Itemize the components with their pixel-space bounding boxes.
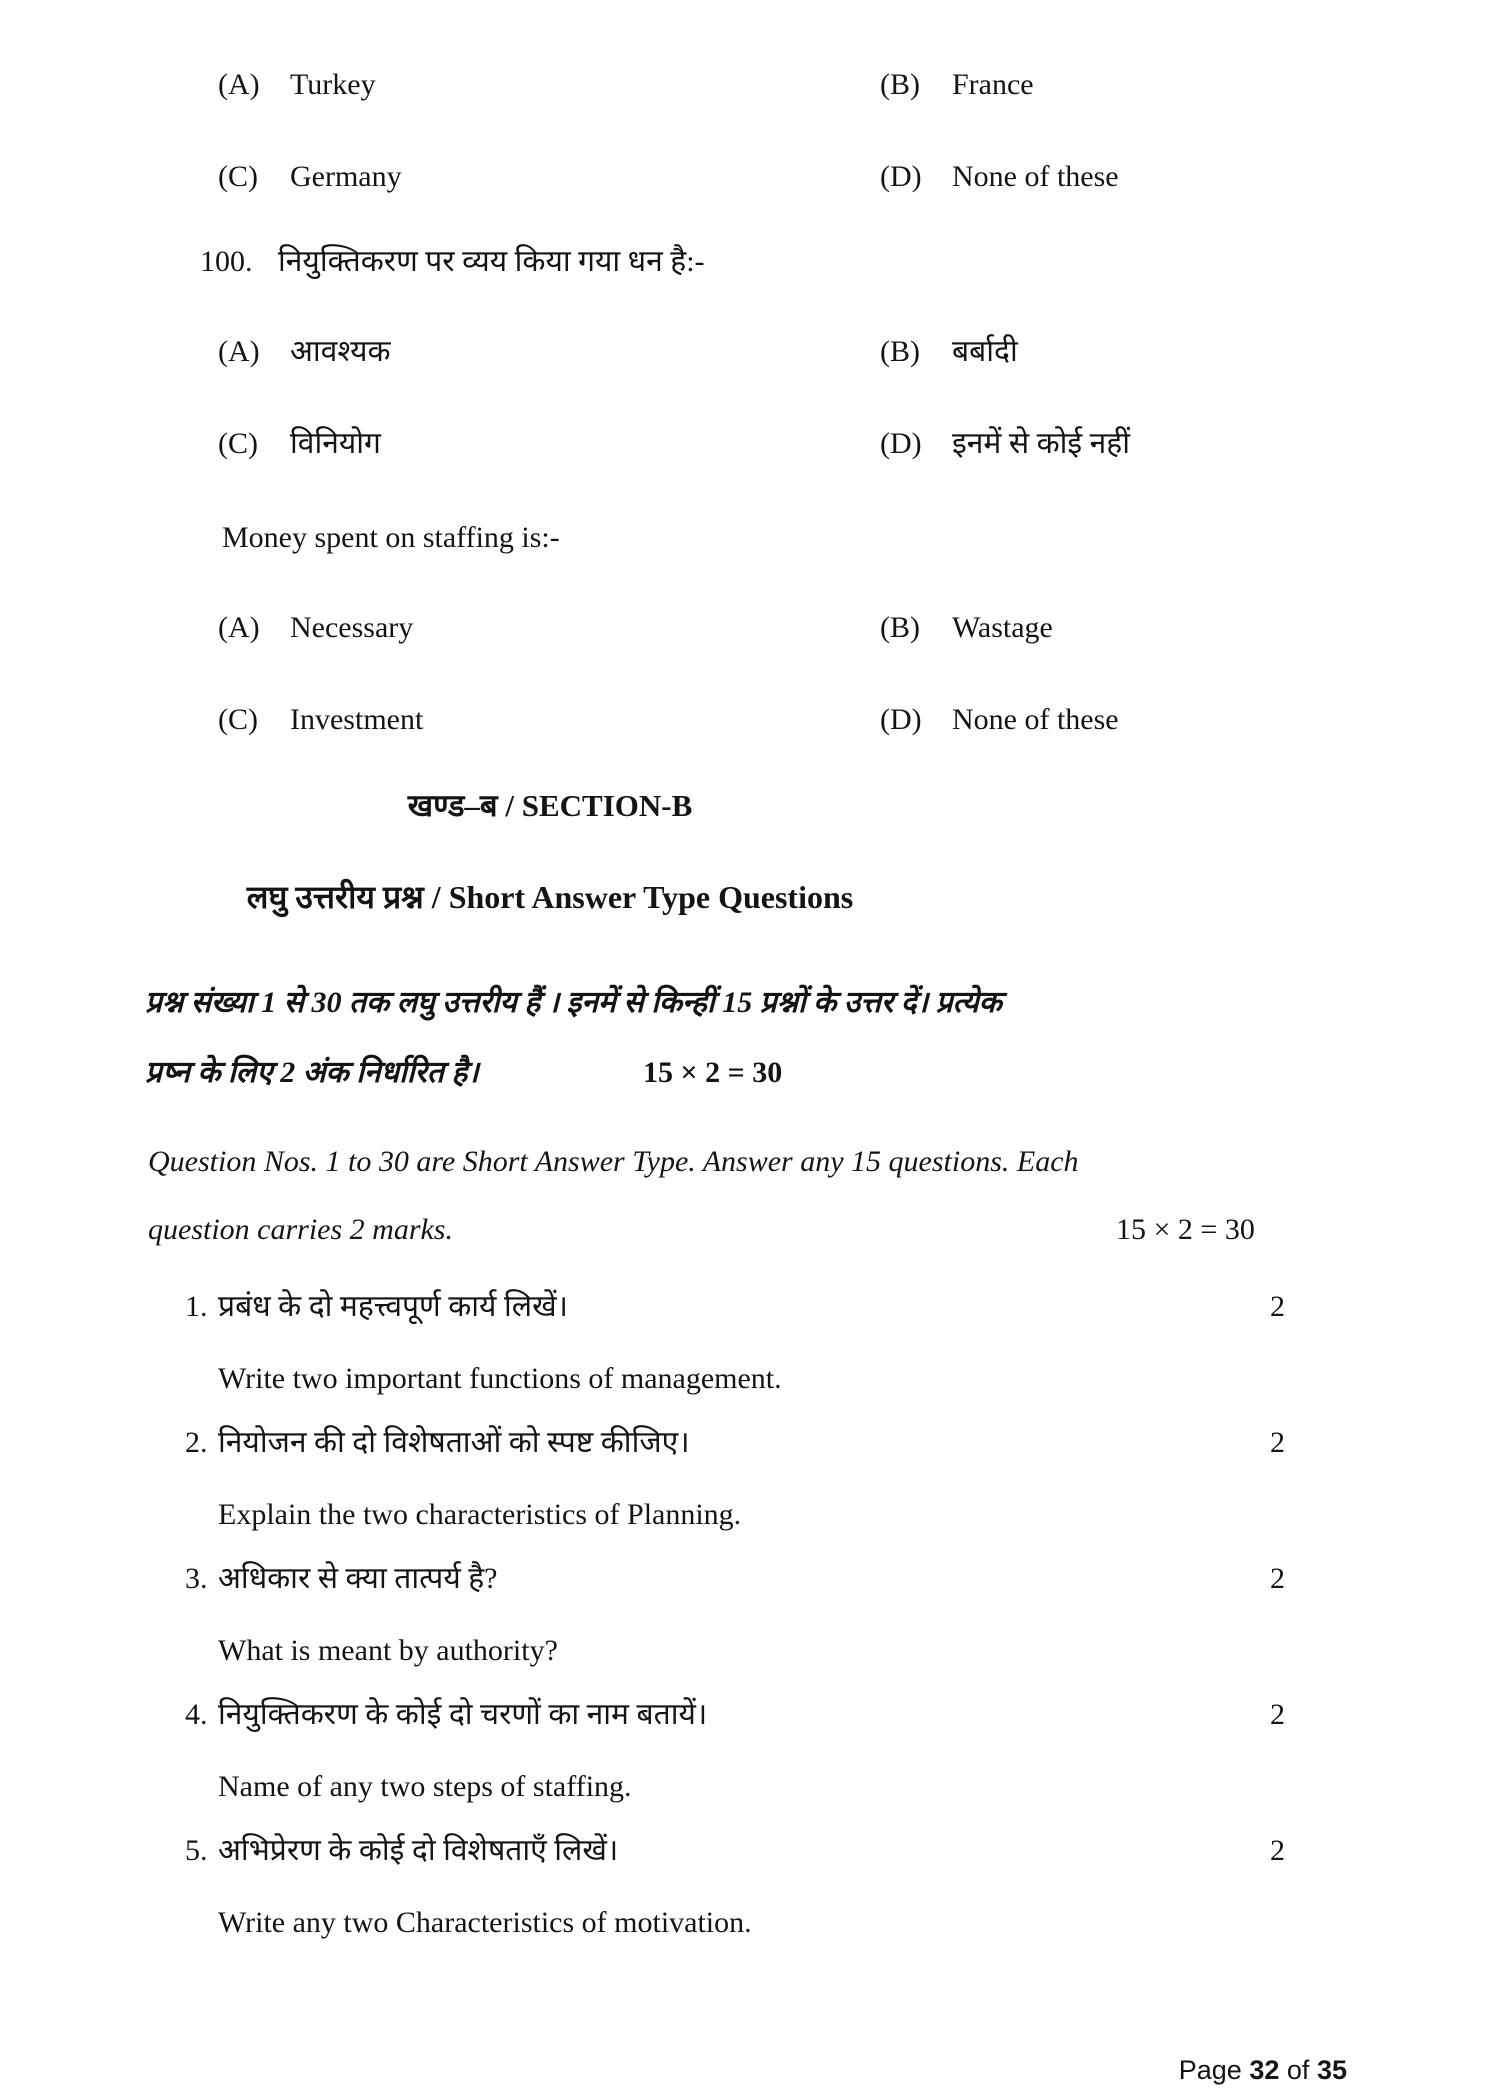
option-text: None of these <box>952 703 1119 736</box>
option-d <box>880 697 1505 742</box>
question-text-english: What is meant by authority? <box>218 1634 558 1667</box>
instructions-hindi-line1: प्रश्न संख्या 1 से 30 तक लघु उत्तरीय हैं । इनमें से किन्हीं 15 प्रश्नों के उत्तर दें। प्रत्येक <box>145 986 1002 1019</box>
question-100-options-english <box>218 605 1505 742</box>
instructions-hindi-line2 <box>145 1038 1315 1108</box>
option-letter: (C) <box>218 427 258 460</box>
instructions-hindi <box>145 968 1315 1108</box>
question-text-english: Name of any two steps of staffing. <box>218 1770 632 1803</box>
question-row <box>185 1421 1325 1465</box>
question-number: 5. <box>185 1834 208 1867</box>
section-title: खण्ड–ब / SECTION-B <box>407 788 693 823</box>
option-b <box>880 62 1505 107</box>
option-letter: (A) <box>218 68 260 101</box>
option-text: Germany <box>290 160 402 193</box>
question-item-4 <box>0 1693 1505 1809</box>
marks-formula-hindi: 15 × 2 = 30 <box>643 1056 783 1089</box>
question-row <box>185 1693 1325 1737</box>
option-letter: (A) <box>218 611 260 644</box>
option-text: आवश्यक <box>290 335 391 368</box>
exam-paper-page <box>0 62 1505 2085</box>
question-item-2 <box>0 1421 1505 1537</box>
option-letter: (C) <box>218 703 258 736</box>
question-item-1 <box>0 1285 1505 1401</box>
option-text: Necessary <box>290 611 414 644</box>
instructions-english <box>148 1128 1310 1264</box>
question-text-english: Write two important functions of management. <box>218 1362 782 1395</box>
option-text: France <box>952 68 1034 101</box>
question-number: 1. <box>185 1290 208 1323</box>
option-text: इनमें से कोई नहीं <box>952 427 1130 460</box>
option-letter: (B) <box>880 68 920 101</box>
option-d <box>880 154 1505 199</box>
option-b <box>880 329 1505 374</box>
question-text-hindi: नियुक्तिकरण पर व्यय किया गया धन है:- <box>278 245 705 278</box>
instructions-english-line1: Question Nos. 1 to 30 are Short Answer Type. Answer any 15 questions. Each <box>148 1145 1079 1178</box>
question-text-english: Explain the two characteristics of Planning. <box>218 1498 742 1531</box>
option-text: Turkey <box>290 68 376 101</box>
question-text-hindi: नियोजन की दो विशेषताओं को स्पष्ट कीजिए। <box>218 1426 690 1459</box>
question-marks: 2 <box>1270 1698 1285 1731</box>
question-row <box>185 1557 1325 1601</box>
instructions-english-line2 <box>148 1196 1310 1264</box>
total-page-number: 35 <box>1316 2055 1347 2085</box>
option-text: बर्बादी <box>952 335 1018 368</box>
section-heading-block <box>150 783 950 920</box>
option-letter: (B) <box>880 335 920 368</box>
option-letter: (B) <box>880 611 920 644</box>
page-word: Page <box>1178 2055 1242 2085</box>
question-99-options <box>218 62 1505 199</box>
question-100-hindi <box>200 239 1505 284</box>
option-letter: (A) <box>218 335 260 368</box>
option-text: Investment <box>290 703 424 736</box>
question-number: 4. <box>185 1698 208 1731</box>
section-subtitle: लघु उत्तरीय प्रश्न / Short Answer Type Questions <box>246 879 854 915</box>
option-a <box>218 62 880 107</box>
instructions-hindi-line2-text: प्रष्न के लिए 2 अंक निर्धारित है। <box>145 1056 479 1089</box>
option-text: विनियोग <box>290 427 381 460</box>
question-number: 2. <box>185 1426 208 1459</box>
option-letter: (D) <box>880 703 922 736</box>
question-text-hindi: नियुक्तिकरण के कोई दो चरणों का नाम बतायें। <box>218 1698 708 1731</box>
question-item-3 <box>0 1557 1505 1673</box>
question-number: 100. <box>200 245 253 278</box>
question-100-options-hindi <box>218 329 1505 466</box>
question-number: 3. <box>185 1562 208 1595</box>
question-marks: 2 <box>1270 1290 1285 1323</box>
question-100-english: Money spent on staffing is:- <box>222 521 560 554</box>
question-marks: 2 <box>1270 1562 1285 1595</box>
option-c <box>218 421 880 466</box>
question-row <box>185 1829 1325 1873</box>
marks-formula-english: 15 × 2 = 30 <box>1116 1213 1255 1246</box>
instructions-english-line2-text: question carries 2 marks. <box>148 1213 453 1246</box>
question-row <box>185 1285 1325 1329</box>
short-answer-question-list <box>0 1285 1505 1945</box>
option-letter: (D) <box>880 427 922 460</box>
question-item-5 <box>0 1829 1505 1945</box>
option-letter: (D) <box>880 160 922 193</box>
option-text: None of these <box>952 160 1119 193</box>
option-b <box>880 605 1505 650</box>
question-marks: 2 <box>1270 1426 1285 1459</box>
of-word: of <box>1286 2055 1310 2085</box>
option-c <box>218 154 880 199</box>
option-a <box>218 605 880 650</box>
option-a <box>218 329 880 374</box>
question-text-hindi: अधिकार से क्या तात्पर्य है? <box>218 1562 498 1595</box>
page-footer <box>1179 2055 1347 2086</box>
question-text-hindi: प्रबंध के दो महत्त्वपूर्ण कार्य लिखें। <box>218 1290 568 1323</box>
question-text-english: Write any two Characteristics of motivation. <box>218 1906 752 1939</box>
option-letter: (C) <box>218 160 258 193</box>
current-page-number: 32 <box>1249 2055 1280 2085</box>
option-d <box>880 421 1505 466</box>
question-text-hindi: अभिप्रेरण के कोई दो विशेषताएँ लिखें। <box>218 1834 619 1867</box>
question-marks: 2 <box>1270 1834 1285 1867</box>
option-text: Wastage <box>952 611 1053 644</box>
option-c <box>218 697 880 742</box>
